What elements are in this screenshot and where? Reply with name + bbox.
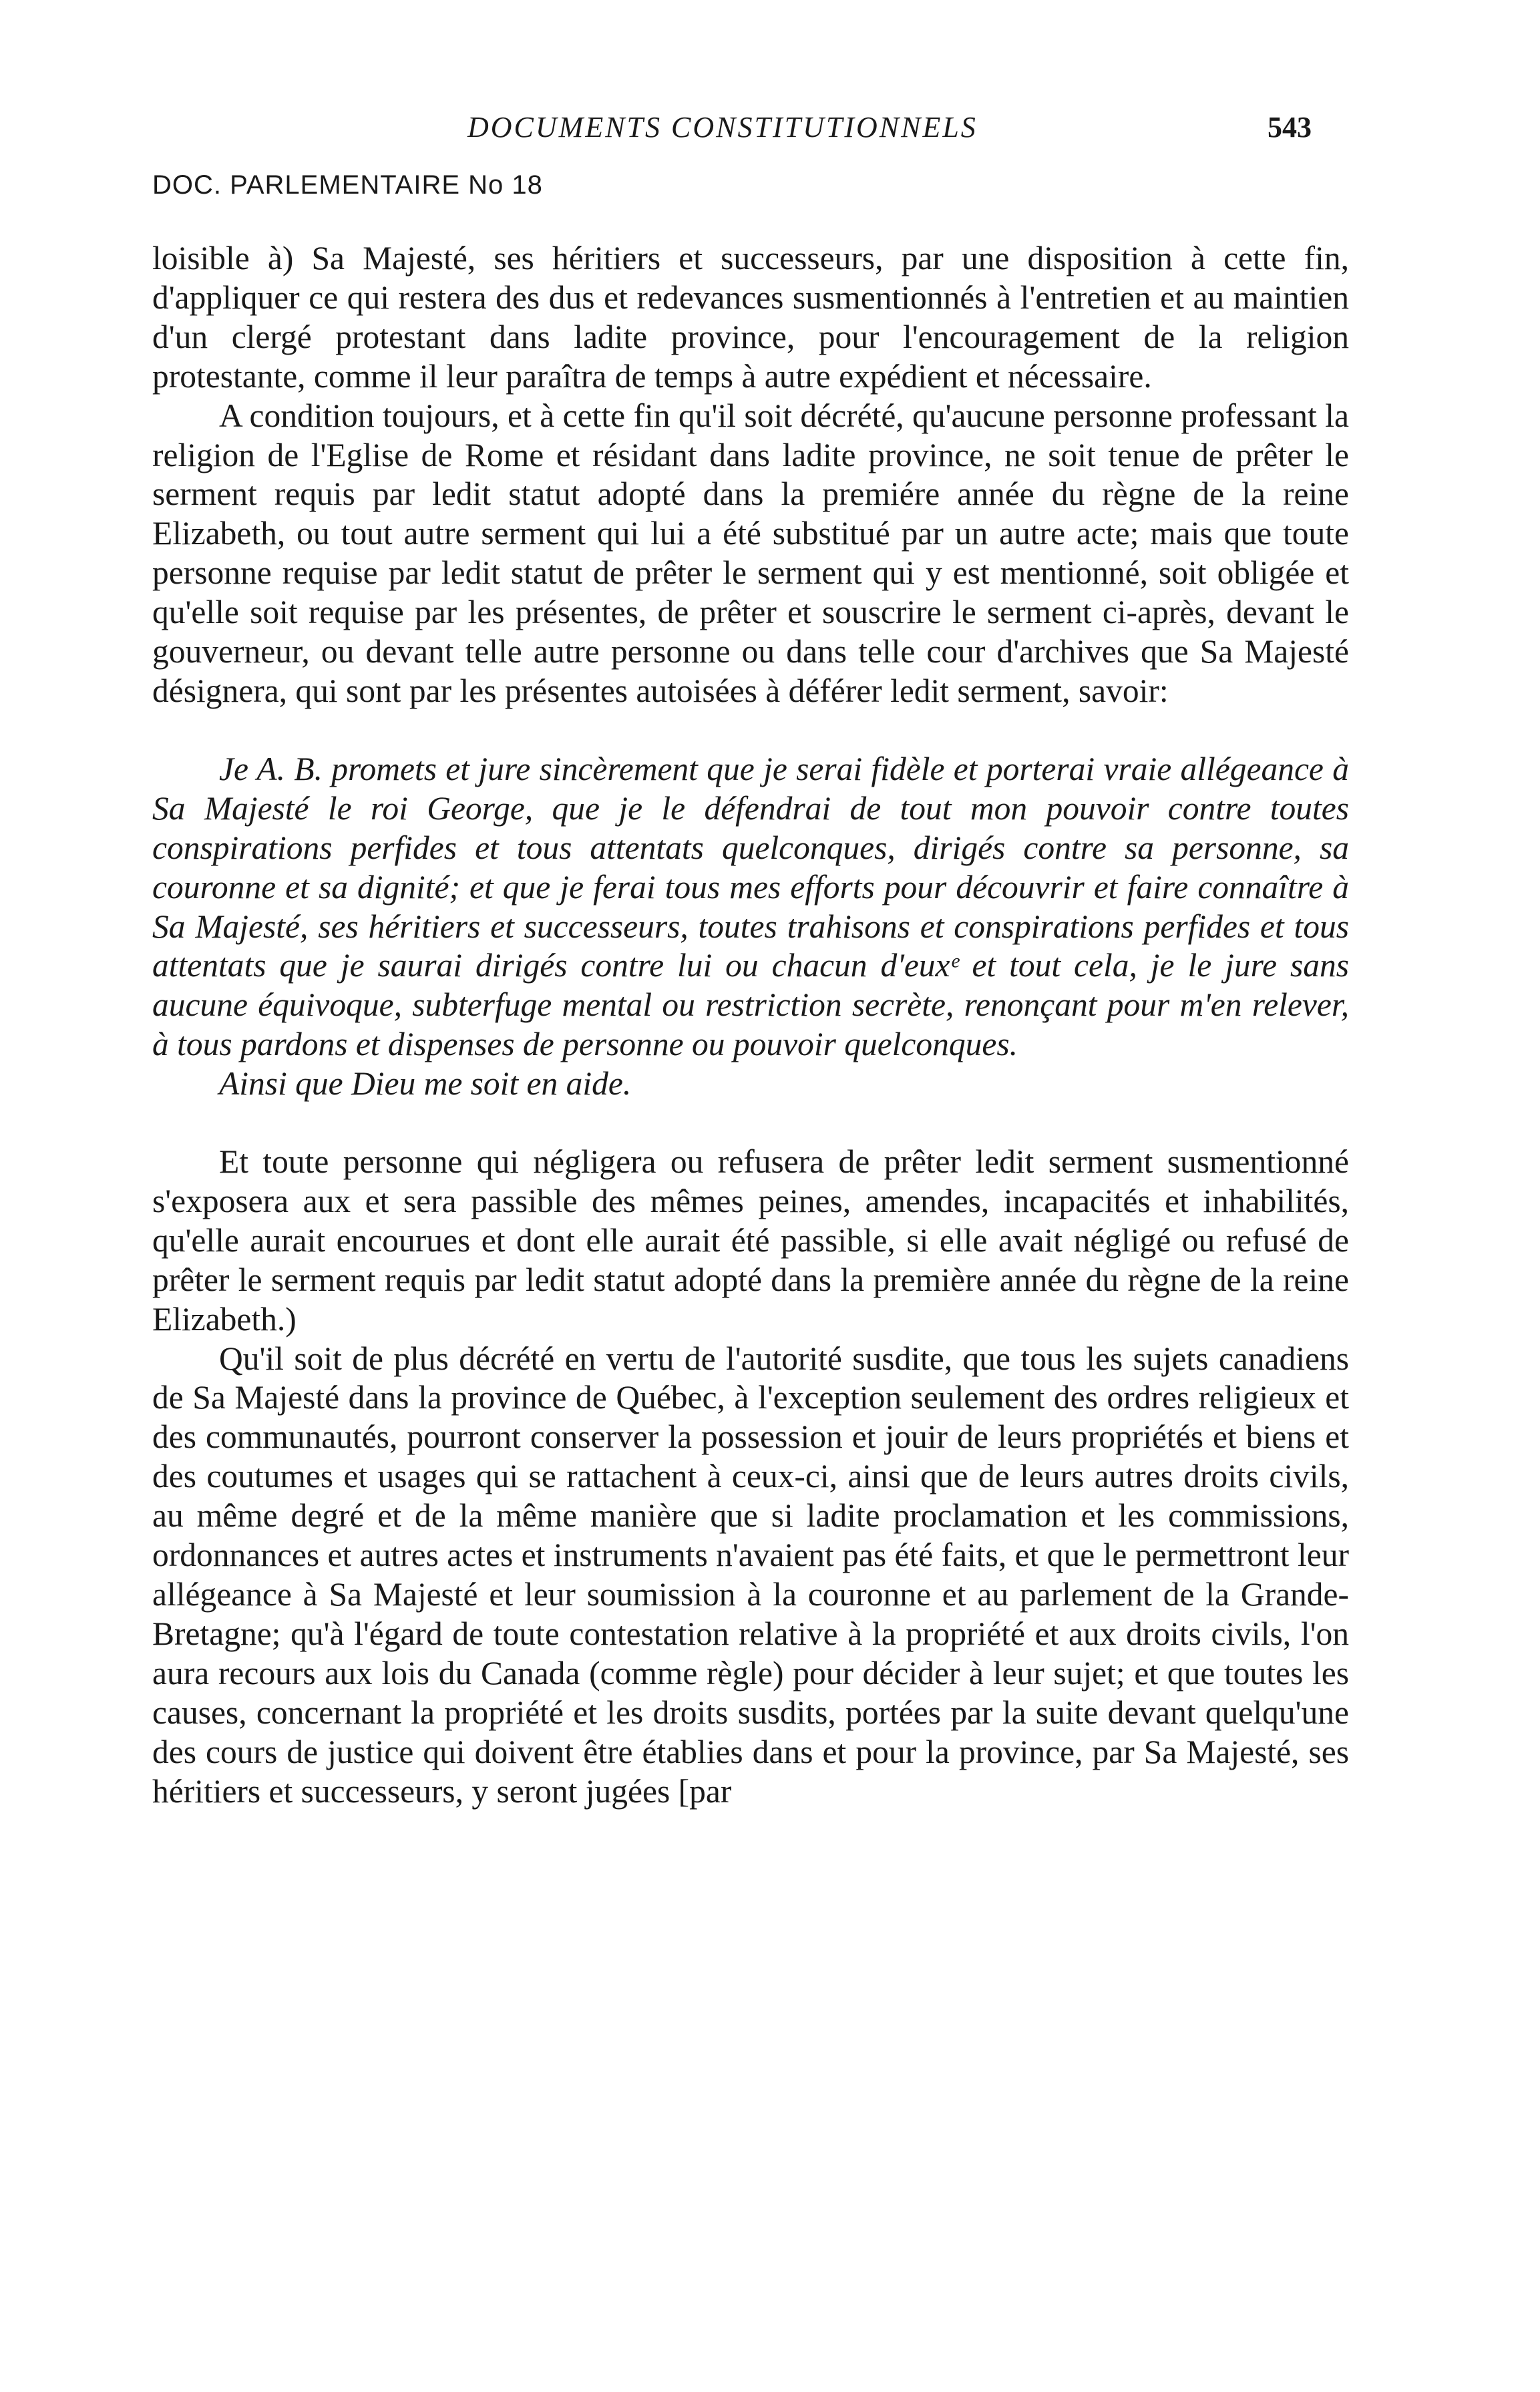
page-number: 543 [1268,111,1312,144]
body-text [152,239,1349,1811]
paragraph-civil-rights: Qu'il soit de plus décrété en vertu de l'autorité susdite, que tous les sujets canadiens de Sa Majesté dans la province de Québec, à l'exception seulement des ordres religieux et des communautés, pourront conserver la possession et jouir de leurs propriétés et biens et des coutumes et usages qui se rattachent à ceux-ci, ainsi que de leurs autres droits civils, au même degré et de la même manière que si ladite proclamation et les commissions, ordonnances et autres actes et instruments n'avaient pas été faits, et que le permettront leur allégeance à Sa Majesté et leur soumission à la couronne et au parlement de la Grande-Bretagne; qu'à l'égard de toute contestation relative à la propriété et aux droits civils, l'on aura recours aux lois du Canada (comme règle) pour décider à leur sujet; et que toutes les causes, concernant la propriété et les droits susdits, portées par la suite devant quelqu'une des cours de justice qui doivent être établies dans et pour la province, par Sa Majesté, ses héritiers et successeurs, y seront jugées [par [152,1340,1349,1810]
oath-closing: Ainsi que Dieu me soit en aide. [219,1065,632,1103]
document-label: DOC. PARLEMENTAIRE No 18 [152,170,543,200]
oath-text: Je A. B. promets et jure sincèrement que je serai fidèle et porterai vraie allégeance à Sa Majesté le roi George, que je le défendrai de tout mon pouvoir contre toutes conspirations perfides et tous attentats quelconques, dirigés contre sa personne, sa couronne et sa dignité; et que je ferai tous mes efforts pour découvrir et faire connaître à Sa Majesté, ses héritiers et successeurs, toutes trahisons et conspirations perfides et tous attentats que je saurai dirigés contre lui ou chacun d'euxᵉ et tout cela, je le jure sans aucune équivoque, subterfuge mental ou restriction secrète, renonçant pour m'en relever, à tous pardons et dispenses de personne ou pouvoir quelconques. [152,750,1349,1063]
paragraph-penalty: Et toute personne qui négligera ou refusera de prêter ledit serment susmentionné s'exposera aux et sera passible des mêmes peines, amendes, incapacités et inhabilités, qu'elle aurait encourues et dont elle aurait été passible, si elle avait négligé ou refusé de prêter le serment requis par ledit statut adopté dans la première année du règne de la reine Elizabeth.) [152,1143,1349,1338]
paragraph-proviso: A condition toujours, et à cette fin qu'il soit décrété, qu'aucune personne professant la religion de l'Eglise de Rome et résidant dans ladite province, ne soit tenue de prêter le serment requis par ledit statut adopté dans la premiére année du règne de la reine Elizabeth, ou tout autre serment qui lui a été substitué par un autre acte; mais que toute personne requise par ledit statut de prêter le serment qui y est mentionné, soit obligée et qu'elle soit requise par les présentes, de prêter et souscrire le serment ci-après, devant le gouverneur, ou devant telle autre personne ou dans telle cour d'archives que Sa Majesté désignera, qui sont par les présentes autoisées à déférer ledit serment, savoir: [152,397,1349,709]
paragraph-continuation: loisible à) Sa Majesté, ses héritiers et successeurs, par une disposition à cette fin, d'appliquer ce qui restera des dus et redevances susmentionnés à l'entretien et au maintien d'un clergé protestant dans ladite province, pour l'encouragement de la religion protestante, comme il leur paraîtra de temps à autre expédient et nécessaire. [152,240,1349,395]
running-head: DOCUMENTS CONSTITUTIONNELS [467,111,978,144]
